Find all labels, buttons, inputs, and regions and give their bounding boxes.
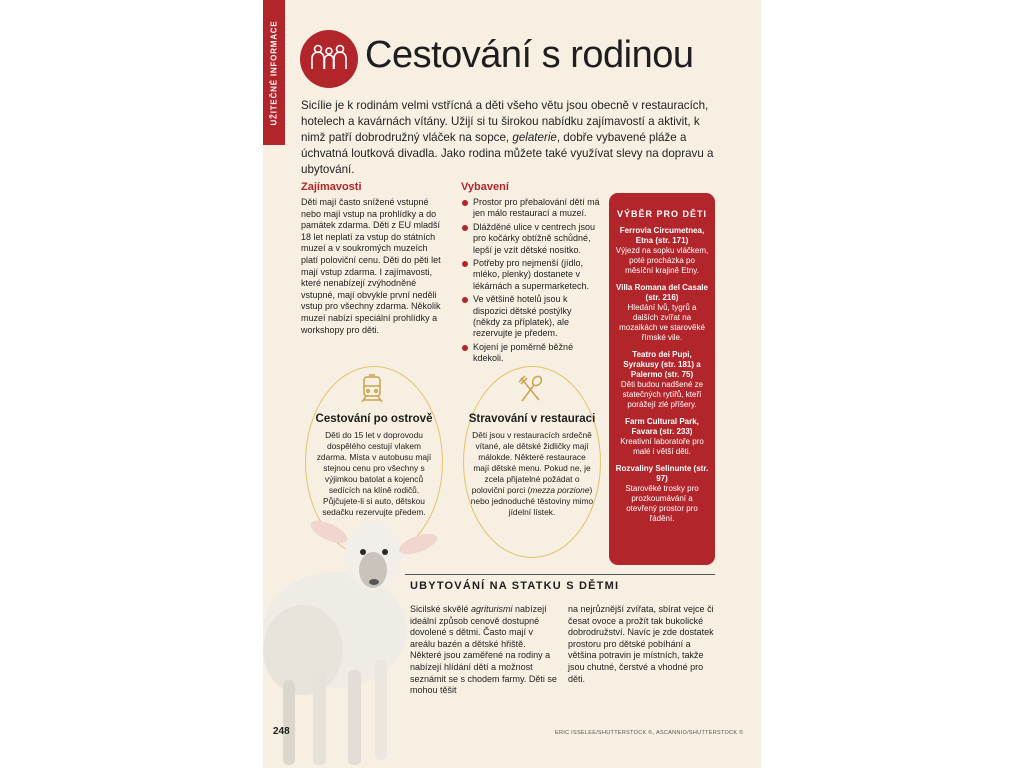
pick-item: Farm Cultural Park, Favara (str. 233) Kreativní laboratoře pro malé i větší děti. — [620, 417, 704, 456]
kids-picks-heading: VÝBĚR PRO DĚTI — [616, 209, 707, 219]
equipment-list — [461, 197, 601, 367]
farm-divider — [405, 574, 715, 575]
family-icon — [300, 30, 358, 88]
pick-item: Rozvaliny Selinunte (str. 97) Starověké trosky pro prozkoumávání a otevřený prostor pro řádění. — [615, 464, 709, 523]
pick-item: Villa Romana del Casale (str. 216) Hledání lvů, tygrů a dalších zvířat na mozaikách ve starověké římské vile. — [616, 283, 708, 342]
dining-text: Děti jsou v restauracích srdečně vítané, ale dětské židličky mají málokde. Některé restaurace mají dětské menu. Pokud ne, je zcela přijatelné požádat o poloviční porci (mezza porzione) nebo jednoduché těstoviny mimo jídelní lístek. — [470, 430, 594, 517]
bullet-icon — [462, 261, 468, 267]
list-item: Prostor pro přebalování dětí má jen málo restaurací a muzeí. — [461, 197, 601, 220]
attractions-text: Děti mají často snížené vstupné nebo mají vstup na prohlídky a do památek zdarma. Děti z EU mladší 18 let neplatí za vstup do státních muzeí a v soukromých muzeích platí poloviční cenu. Děti do pěti let mají vstup zdarma. I zajímavosti, které nenabízejí zvýhodněné vstupné, mají obvykle první neděli vstup pro všechny zdarma. Několik muzeí nabízí speciální prohlídky a workshopy pro děti. — [301, 197, 441, 335]
section-tab — [263, 0, 285, 145]
dining-heading: Stravování v restauraci — [468, 413, 596, 425]
page-number: 248 — [273, 726, 290, 737]
bullet-icon — [462, 225, 468, 231]
bullet-icon — [462, 200, 468, 206]
section-tab-label: UŽITEČNÉ INFORMACE — [269, 19, 279, 126]
farm-heading: UBYTOVÁNÍ NA STATKU S DĚTMI — [410, 580, 620, 592]
list-item: Potřeby pro nejmenší (jídlo, mléko, plenky) dostanete v lékárnách a supermarketech. — [461, 258, 601, 292]
pick-item: Ferrovia Circumetnea, Etna (str. 171) Výjezd na sopku vláčkem, poté procházka po měsíční krajině Etny. — [615, 226, 709, 275]
attractions-heading: Zajímavosti — [301, 181, 362, 193]
list-item: Ve většině hotelů jsou k dispozici dětské postýlky (někdy za příplatek), ale rezervujte je předem. — [461, 294, 601, 340]
equipment-heading: Vybavení — [461, 181, 509, 193]
page-title: Cestování s rodinou — [365, 34, 694, 76]
train-icon — [359, 374, 385, 404]
list-item: Kojení je poměrně běžné kdekoli. — [461, 342, 601, 365]
utensils-icon — [517, 374, 545, 404]
farm-text-col1: Sicilské skvělé agriturismi nabízejí ideální způsob cenově dostupné dovolené s dětmi. Často mají v areálu bazén a dětské hřiště. Některé jsou zaměřené na rodiny a nabízejí hlídání dětí a možnost seznámit se s chodem farmy. Děti se mohou těšit — [410, 604, 557, 696]
photo-credits: ERIC ISSELEE/SHUTTERSTOCK ©, ASCANNIO/SHUTTERSTOCK © — [555, 730, 744, 736]
bullet-icon — [462, 297, 468, 303]
list-item: Dlážděné ulice v centrech jsou pro kočárky obtížně schůdné, lepší je vzít dětské nosítko. — [461, 222, 601, 256]
farm-text-col2: na nejrůznější zvířata, sbírat vejce či česat ovoce a prožít tak bukolické dobrodružství. Navíc je zde dostatek prostoru pro dětské pobíhání a většina potravin je místních, takže jsou chutné, čerstvé a vhodné pro děti. — [568, 604, 714, 684]
kids-picks-box — [609, 193, 715, 565]
bullet-icon — [462, 345, 468, 351]
intro-paragraph: Sicílie je k rodinám velmi vstřícná a děti všeho větu jsou obecně v restauracích, hotelech a kavárnách vítány. Užijí si tu širokou nabídku zajímavostí a aktivit, k nimž patří dobrodružný vláček na sopce, gelaterie, dobře vybavené pláže a úchvatná loutková divadla. Jako rodina můžete také využívat slevy na dopravu a ubytování. — [301, 99, 714, 176]
transport-text: Děti do 15 let v doprovodu dospělého cestují vlakem zdarma. Místa v autobusu mají stejnou cenu pro všechny s výjimkou batolat a kojenců sedících na klíně rodičů. Půjčujete-li si auto, dětskou sedačku rezervujte předem. — [316, 430, 432, 517]
guidebook-page — [263, 0, 761, 768]
transport-heading: Cestování po ostrově — [315, 413, 433, 425]
pick-item: Teatro dei Pupi, Syrakusy (str. 181) a Palermo (str. 75) Děti budou nadšené ze statečných rytířů, kteří porážejí zlé příšery. — [620, 350, 704, 409]
